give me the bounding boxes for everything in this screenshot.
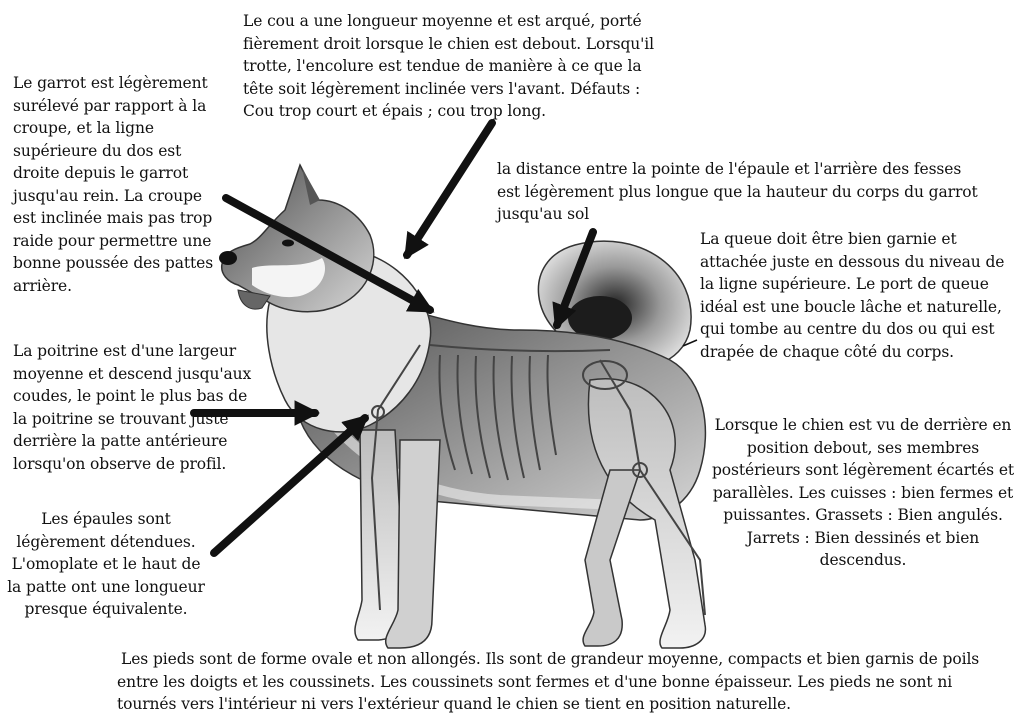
withers-annotation: Le garrot est légèrement surélevé par rapport à la croupe, et la ligne supérieure du dos est droite depuis le garrot jusqu'au rein. La croupe est inclinée mais pas trop raide pour permettre une bonne poussée des pattes arrière. — [13, 74, 214, 295]
tail-annotation: La queue doit être bien garnie et attachée juste en dessous du niveau de la ligne supérieure. Le port de queue idéal est une boucle lâche et naturelle, qui tombe au centre du dos ou qui est drapée de chaque côté du corps. — [700, 230, 1005, 361]
body-length-annotation: la distance entre la pointe de l'épaule et l'arrière des fesses est légèrement plus longue que la hauteur du corps du garrot jusqu'au sol — [497, 160, 978, 223]
neck-annotation: Le cou a une longueur moyenne et est arqué, porté fièrement droit lorsque le chien est debout. Lorsqu'il trotte, l'encolure est tendue de manière à ce que la tête soit légèrement inclinée vers l'avant. Défauts : Cou trop court et épais ; cou trop long. — [243, 12, 655, 120]
feet-annotation: Les pieds sont de forme ovale et non allongés. Ils sont de grandeur moyenne, compacts et bien garnis de poils entre les doigts et les coussinets. Les coussinets sont fermes et d'une bonne épaisseur. Les pieds ne sont ni tournés vers l'intérieur ni vers l'extérieur quand le chien se tient en position naturelle. — [117, 650, 980, 713]
hind-legs-annotation: Lorsque le chien est vu de derrière en position debout, ses membres postérieurs sont légèrement écartés et parallèles. Les cuisses : bien fermes et puissantes. Grassets : Bien angulés. Jarrets : Bien dessinés et bien descendus. — [711, 416, 1015, 569]
neck-arrow — [407, 123, 492, 255]
shoulders-annotation: Les épaules sont légèrement détendues. L'omoplate et le haut de la patte ont une longueur presque équivalente. — [7, 510, 205, 618]
chest-annotation: La poitrine est d'une largeur moyenne et descend jusqu'aux coudes, le point le plus bas de la poitrine se trouvant juste derrière la patte antérieure lorsqu'on observe de profil. — [13, 342, 252, 473]
